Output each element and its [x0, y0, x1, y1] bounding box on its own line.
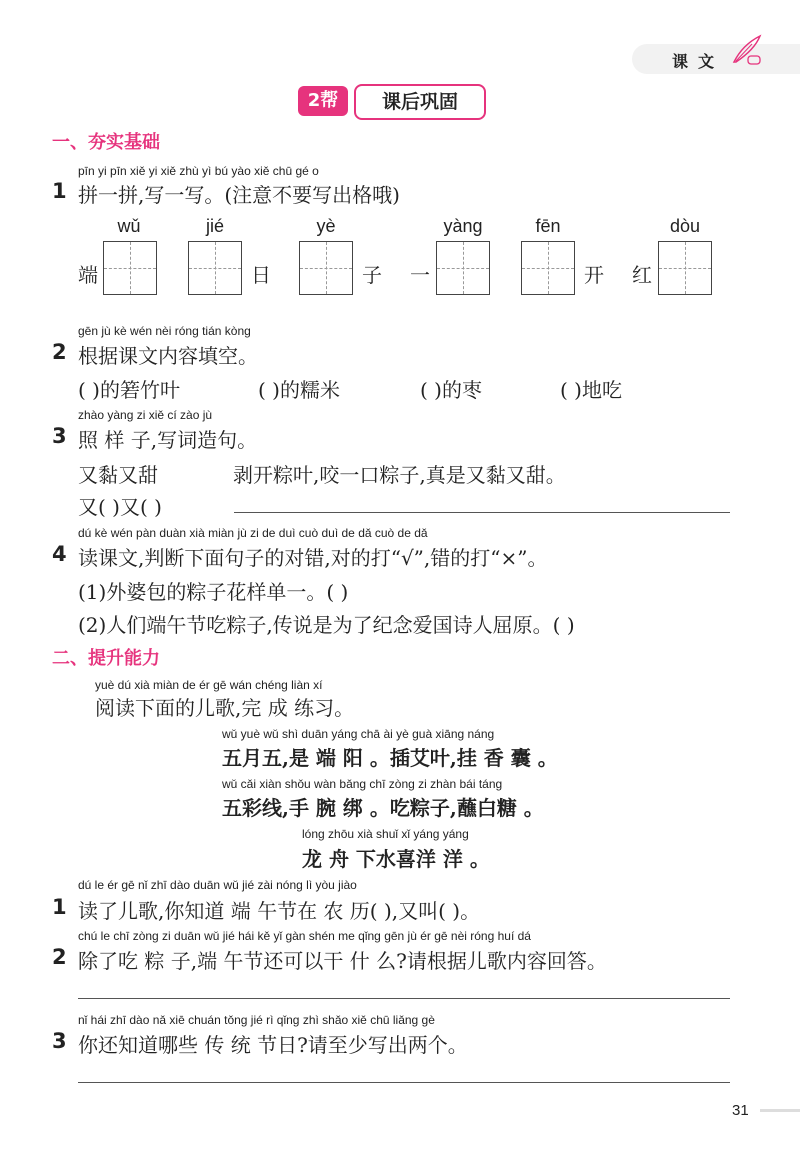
q1-item6-pinyin: dòu [669, 216, 701, 236]
q4-number: 4 [52, 542, 67, 566]
q1-item3-pinyin: yè [316, 216, 336, 236]
q1-item4-before: 一 [410, 263, 430, 287]
q1-item1-box[interactable] [103, 241, 157, 295]
page-title: 课后巩固 [354, 84, 486, 120]
p3-answer-line[interactable] [78, 1082, 730, 1083]
q3-prompt: 又( )又( ) [78, 495, 162, 519]
q2-blank-3[interactable]: ( )的枣 [420, 378, 482, 402]
q4-instruction: 读课文,判断下面句子的对错,对的打“√”,错的打“×”。 [78, 546, 548, 570]
page-number: 31 [732, 1102, 749, 1119]
q1-item1-pinyin: wǔ [117, 216, 141, 236]
chapter-tab-label: 课文 [672, 52, 725, 71]
q3-example-sentence: 剥开粽叶,咬一口粽子,真是又黏又甜。 [233, 463, 566, 487]
q3-number: 3 [52, 424, 67, 448]
q1-item2-pinyin: jié [205, 216, 224, 236]
p1-question[interactable]: 读了儿歌,你知道 端 午节在 农 历( ),又叫( )。 [78, 899, 481, 923]
q1-item2-after: 日 [251, 263, 271, 287]
q3-pinyin: zhào yàng zi xiě cí zào jù [78, 408, 213, 422]
q2-instruction: 根据课文内容填空。 [78, 344, 258, 368]
q1-item5-pinyin: fēn [535, 216, 561, 236]
q1-instruction: 拼一拼,写一写。(注意不要写出格哦) [78, 183, 400, 207]
q2-blank-4[interactable]: ( )地吃 [560, 378, 622, 402]
q1-item4-pinyin: yàng [443, 216, 483, 236]
q1-item5-box[interactable] [521, 241, 575, 295]
q1-item6-box[interactable] [658, 241, 712, 295]
section-2-heading: 二、提升能力 [52, 648, 160, 669]
p2-number: 2 [52, 945, 67, 969]
reading-intro: 阅读下面的儿歌,完 成 练习。 [95, 696, 355, 720]
q1-item5-after: 开 [584, 263, 604, 287]
poem-line-2: 五彩线,手 腕 绑 。吃粽子,蘸白糖 。 [222, 796, 544, 820]
p3-question: 你还知道哪些 传 统 节日?请至少写出两个。 [78, 1033, 468, 1057]
reading-intro-pinyin: yuè dú xià miàn de ér gē wán chéng liàn xí [95, 678, 323, 692]
poem-line-2-pinyin: wǔ cǎi xiàn shǒu wàn bǎng chī zòng zi zhàn bái táng [222, 777, 503, 791]
poem-line-3: 龙 舟 下水喜洋 洋 。 [302, 847, 490, 871]
q4-pinyin: dú kè wén pàn duàn xià miàn jù zi de duì cuò duì de dǎ cuò de dǎ [78, 526, 428, 540]
q4-item-2[interactable]: (2)人们端午节吃粽子,传说是为了纪念爱国诗人屈原。( ) [78, 613, 575, 637]
poem-line-1-pinyin: wǔ yuè wǔ shì duān yáng chā ài yè guà xiāng náng [222, 727, 495, 741]
poem-line-1: 五月五,是 端 阳 。插艾叶,挂 香 囊 。 [222, 746, 558, 770]
section-1-heading: 一、夯实基础 [52, 132, 160, 153]
q1-item6-before: 红 [632, 263, 652, 287]
p3-number: 3 [52, 1029, 67, 1053]
p3-pinyin: nǐ hái zhī dào nǎ xiē chuán tǒng jié rì qǐng zhì shǎo xiě chū liǎng gè [78, 1013, 435, 1027]
poem-line-3-pinyin: lóng zhōu xià shuǐ xǐ yáng yáng [302, 827, 469, 841]
q1-pinyin: pīn yi pīn xiě yi xiě zhù yì bú yào xiě chū gé o [78, 164, 319, 178]
q1-item3-box[interactable] [299, 241, 353, 295]
q4-item-1[interactable]: (1)外婆包的粽子花样单一。( ) [78, 580, 349, 604]
p1-number: 1 [52, 895, 67, 919]
q1-item1-before: 端 [78, 263, 98, 287]
q1-number: 1 [52, 179, 67, 203]
q2-number: 2 [52, 340, 67, 364]
q2-pinyin: gēn jù kè wén nèi róng tián kòng [78, 324, 251, 338]
q1-item3-after: 子 [362, 263, 382, 287]
p2-pinyin: chú le chī zòng zi duān wǔ jié hái kě yǐ gàn shén me qǐng gēn jù ér gē nèi róng huí dá [78, 929, 531, 943]
q3-example-word: 又黏又甜 [78, 463, 158, 487]
q1-item2-box[interactable] [188, 241, 242, 295]
q2-blank-1[interactable]: ( )的箬竹叶 [78, 378, 180, 402]
q3-answer-line[interactable] [234, 512, 730, 513]
page-number-bar [760, 1109, 800, 1112]
p2-question: 除了吃 粽 子,端 午节还可以干 什 么?请根据儿歌内容回答。 [78, 949, 607, 973]
p2-answer-line[interactable] [78, 998, 730, 999]
q2-blank-2[interactable]: ( )的糯米 [258, 378, 340, 402]
q1-item4-box[interactable] [436, 241, 490, 295]
title-badge-number: 2帮 [298, 86, 348, 116]
p1-pinyin: dú le ér gē nǐ zhī dào duān wǔ jié zài nóng lì yòu jiào [78, 878, 357, 892]
q3-instruction: 照 样 子,写词造句。 [78, 428, 258, 452]
feather-pot-icon [730, 34, 764, 66]
